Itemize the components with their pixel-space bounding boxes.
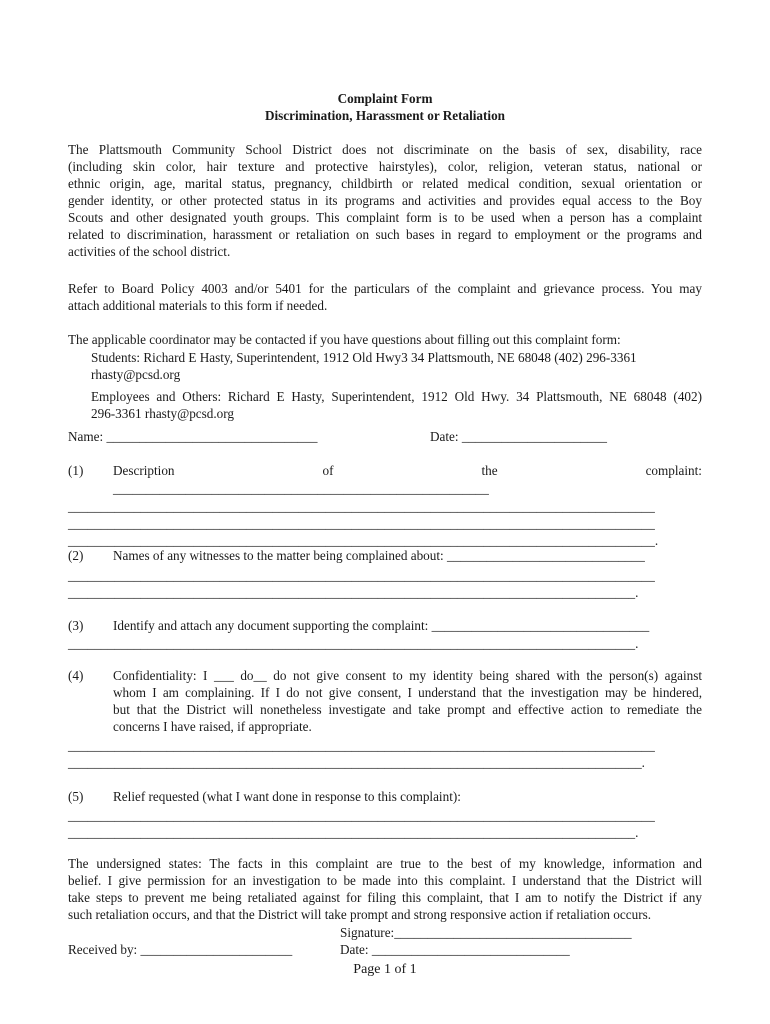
received-by-field[interactable]: Received by: _______________________ — [68, 942, 293, 957]
attestation-line: take steps to prevent me being retaliated against for filing this complaint, that I am to notify the District if any — [68, 890, 702, 905]
q2-label[interactable]: Names of any witnesses to the matter being complained about: ______________________________ — [113, 548, 645, 563]
intro-line: (including skin color, hair texture and protective hairstyles), color, religion, veteran status, national or — [68, 159, 702, 174]
signature-date-field[interactable]: Date: ______________________________ — [340, 942, 570, 957]
q1-word: the — [481, 463, 498, 478]
q1-number: (1) — [68, 463, 84, 478]
attestation-paragraph — [68, 855, 702, 923]
q5-answer-line[interactable]: _________________________________________________________________________________________ — [68, 808, 655, 823]
q3-label[interactable]: Identify and attach any document supporting the complaint: _________________________________ — [113, 618, 650, 633]
attestation-line: such retaliation occurs, and that the District will take prompt and strong responsive action if retaliation occurs. — [68, 907, 652, 922]
coordinator-intro: The applicable coordinator may be contacted if you have questions about filling out this complaint form: — [68, 332, 621, 347]
q4-line: but that the District will nonetheless investigate and take prompt and effective action to remediate the — [113, 702, 702, 717]
q1-answer-line[interactable]: _________________________________________________________________________________________ — [68, 516, 655, 531]
q4-text — [113, 667, 702, 735]
intro-line: ethnic origin, age, marital status, pregnancy, childbirth or related medical condition, sexual orientation or — [68, 176, 702, 191]
intro-line: Scouts and other designated youth groups. This complaint form is to be used when a person has a complaint — [68, 210, 702, 225]
form-title: Complaint Form — [337, 91, 433, 106]
q1-word: complaint: — [645, 463, 702, 478]
attestation-line: The undersigned states: The facts in this complaint are true to the best of my knowledge, information and — [68, 856, 702, 871]
page-number: Page 1 of 1 — [353, 962, 417, 977]
date-field[interactable]: Date: ______________________ — [430, 429, 607, 444]
q5-number: (5) — [68, 789, 84, 804]
q4-line: concerns I have raised, if appropriate. — [113, 719, 312, 734]
students-contact — [91, 349, 637, 383]
q2-number: (2) — [68, 548, 84, 563]
attestation-line: belief. I give permission for an investigation to be made into this complaint. I understand that the District will — [68, 873, 702, 888]
intro-line: activities of the school district. — [68, 244, 231, 259]
q4-answer-line[interactable]: _________________________________________________________________________________________ — [68, 738, 655, 753]
policy-line: Refer to Board Policy 4003 and/or 5401 for the particulars of the complaint and grievance process. You may — [68, 281, 702, 296]
q4-number: (4) — [68, 668, 84, 683]
q5-label: Relief requested (what I want done in response to this complaint): — [113, 789, 461, 804]
q1-answer-line[interactable]: _________________________________________________________ — [113, 481, 489, 496]
employees-contact — [91, 388, 702, 422]
students-line: Students: Richard E Hasty, Superintendent, 1912 Old Hwy3 34 Plattsmouth, NE 68048 (402) 296-3361 — [91, 350, 637, 365]
form-subtitle: Discrimination, Harassment or Retaliation — [264, 108, 506, 123]
intro-line: gender identity, or other protected status in its programs and activities and provides equal access to the Boy — [68, 193, 702, 208]
q4-answer-line[interactable]: _______________________________________________________________________________________. — [68, 755, 645, 770]
q4-line[interactable]: Confidentiality: I ___ do__ do not give consent to my identity being shared with the person(s) against — [113, 668, 702, 683]
intro-paragraph — [68, 141, 702, 260]
intro-line: The Plattsmouth Community School District does not discriminate on the basis of sex, disability, race — [68, 142, 702, 157]
employees-line: Employees and Others: Richard E Hasty, Superintendent, 1912 Old Hwy. 34 Plattsmouth, NE 68048 (402) — [91, 389, 702, 404]
q4-line: whom I am complaining. If I do not give consent, I understand that the investigation may be hindered, — [113, 685, 702, 700]
q3-answer-line[interactable]: ______________________________________________________________________________________. — [68, 636, 639, 651]
q1-answer-line[interactable]: _________________________________________________________________________________________. — [68, 533, 659, 548]
q5-answer-line[interactable]: ______________________________________________________________________________________. — [68, 825, 639, 840]
employees-email: 296-3361 rhasty@pcsd.org — [91, 406, 235, 421]
signature-field[interactable]: Signature:____________________________________ — [340, 925, 632, 940]
q3-number: (3) — [68, 618, 84, 633]
q1-word: Description — [113, 463, 175, 478]
q2-answer-line[interactable]: ______________________________________________________________________________________. — [68, 585, 639, 600]
q1-answer-line[interactable]: _________________________________________________________________________________________ — [68, 499, 655, 514]
policy-line: attach additional materials to this form if needed. — [68, 298, 328, 313]
q1-label — [113, 462, 702, 479]
students-email: rhasty@pcsd.org — [91, 367, 181, 382]
name-field[interactable]: Name: ________________________________ — [68, 429, 318, 444]
q2-answer-line[interactable]: _________________________________________________________________________________________ — [68, 568, 655, 583]
policy-paragraph — [68, 280, 702, 314]
intro-line: related to discrimination, harassment or retaliation on such bases in regard to employment or the programs and — [68, 227, 702, 242]
q1-word: of — [322, 463, 334, 478]
